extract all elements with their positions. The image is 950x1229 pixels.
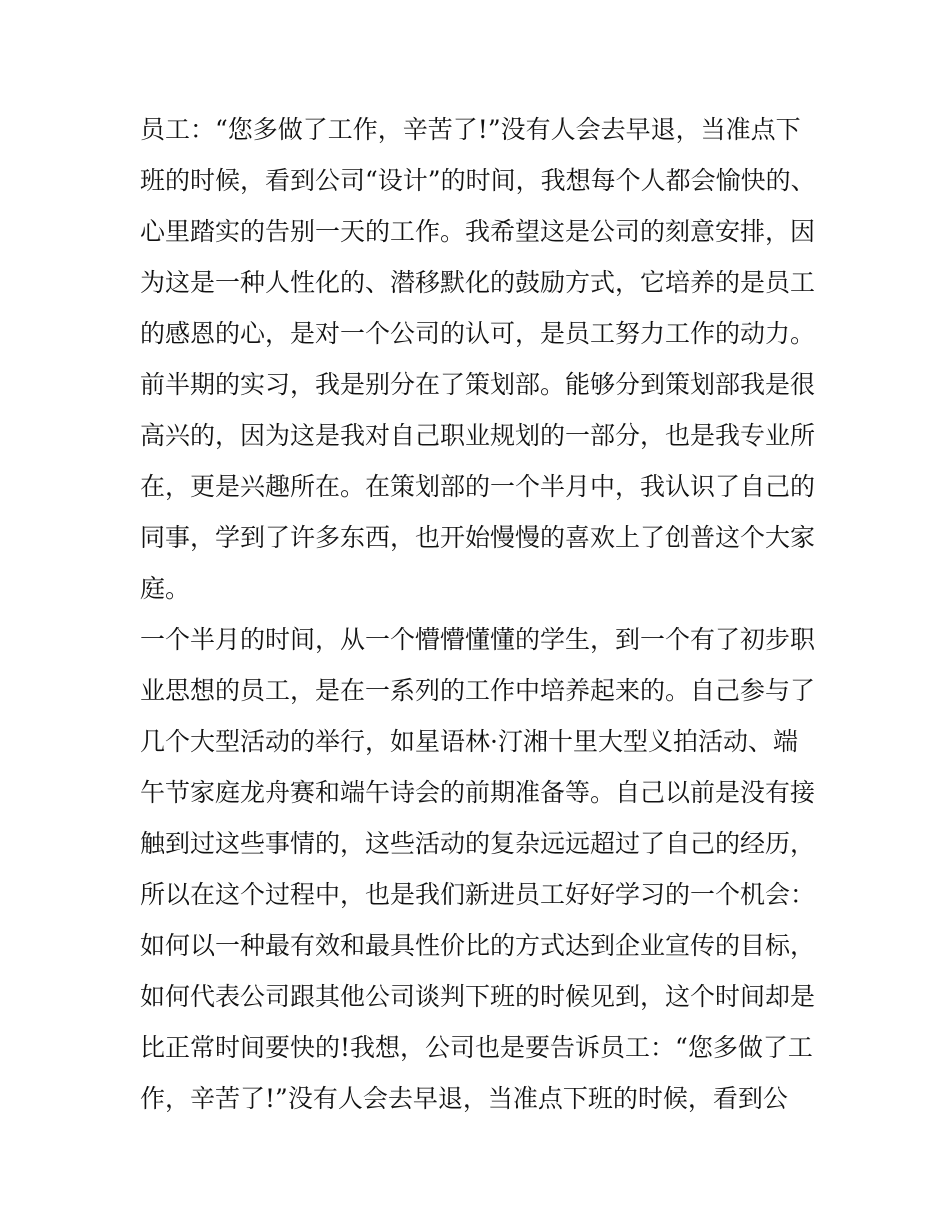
text-line: 为这是一种人性化的、潜移默化的鼓励方式，它培养的是员工 — [140, 268, 816, 297]
body-text — [140, 104, 820, 1124]
text-line: 如何以一种最有效和最具性价比的方式达到企业宣传的目标， — [140, 931, 816, 960]
text-line: 一个半月的时间，从一个懵懵懂懂的学生，到一个有了初步职 — [140, 625, 816, 654]
text-line: 业思想的员工，是在一系列的工作中培养起来的。自己参与了 — [140, 676, 816, 705]
text-line: 几个大型活动的举行，如星语林·汀湘十里大型义拍活动、端 — [140, 727, 798, 756]
text-line: 前半期的实习，我是别分在了策划部。能够分到策划部我是很 — [140, 370, 816, 399]
text-line: 心里踏实的告别一天的工作。我希望这是公司的刻意安排，因 — [140, 217, 816, 246]
text-line: 班的时候，看到公司“设计”的时间，我想每个人都会愉快的、 — [140, 166, 816, 195]
text-line: 在，更是兴趣所在。在策划部的一个半月中，我认识了自己的 — [140, 472, 816, 501]
text-line: 的感恩的心，是对一个公司的认可，是员工努力工作的动力。 — [140, 319, 816, 348]
text-line: 比正常时间要快的!我想，公司也是要告诉员工：“您多做了工 — [140, 1033, 813, 1062]
text-line: 午节家庭龙舟赛和端午诗会的前期准备等。自己以前是没有接 — [140, 778, 816, 807]
text-line: 员工：“您多做了工作，辛苦了!”没有人会去早退，当准点下 — [140, 115, 801, 144]
text-line: 庭。 — [140, 574, 191, 603]
text-line: 作，辛苦了!”没有人会去早退，当准点下班的时候，看到公 — [140, 1084, 788, 1113]
text-line: 高兴的，因为这是我对自己职业规划的一部分，也是我专业所 — [140, 421, 816, 450]
text-line: 如何代表公司跟其他公司谈判下班的时候见到，这个时间却是 — [140, 982, 816, 1011]
text-line: 所以在这个过程中，也是我们新进员工好好学习的一个机会： — [140, 880, 816, 909]
text-line: 触到过这些事情的，这些活动的复杂远远超过了自己的经历， — [140, 829, 816, 858]
text-line: 同事，学到了许多东西，也开始慢慢的喜欢上了创普这个大家 — [140, 523, 816, 552]
